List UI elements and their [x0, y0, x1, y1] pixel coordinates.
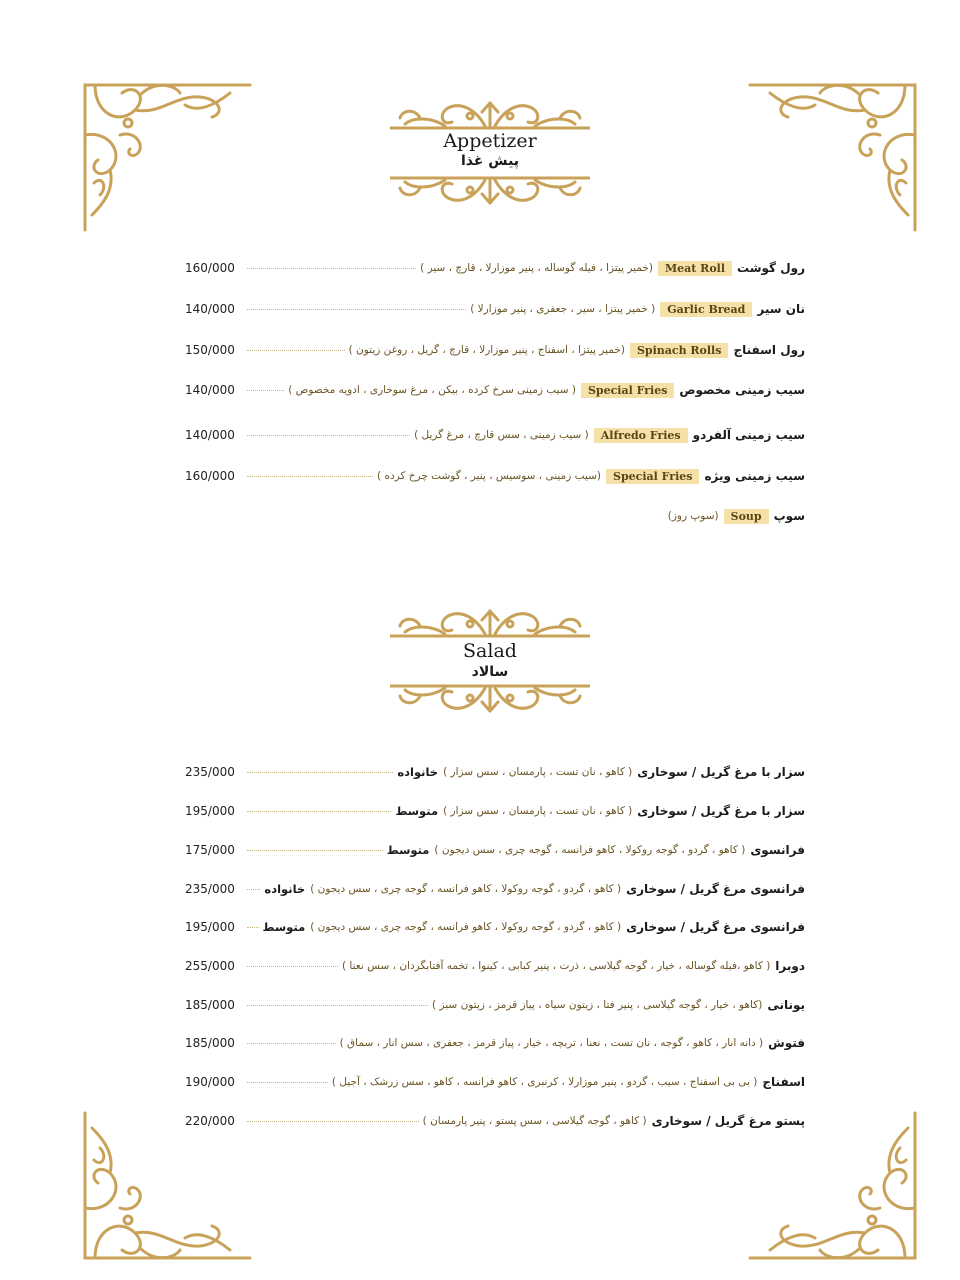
salad-header — [390, 606, 590, 716]
item-description: ( خمیر پیتزا ، سیر ، جعفری ، پنیر موزارلا ) — [470, 303, 656, 315]
menu-row — [185, 298, 805, 320]
item-price: 140/000 — [185, 302, 235, 316]
item-content — [423, 1114, 805, 1128]
appetizer-header — [390, 98, 590, 208]
menu-row — [185, 839, 805, 861]
item-english-tag: Special Fries — [581, 383, 674, 398]
menu-row — [185, 878, 805, 900]
dotted-leader — [247, 435, 410, 436]
section-title-fa: سالاد — [471, 664, 509, 680]
menu-row — [185, 465, 805, 487]
item-description: (سیب زمینی ، سوسیس ، پنیر ، گوشت چرخ کرده ) — [377, 470, 602, 482]
item-name: سیب زمینی ویژه — [704, 469, 805, 483]
item-name: سزار با مرغ گریل / سوخاری — [637, 765, 805, 779]
item-description: ( دانه انار ، کاهو ، گوجه ، نان تست ، نعنا ، تربچه ، خیار ، پیاز قرمز ، جعفری ، سس انار ، سماق ) — [339, 1037, 764, 1049]
menu-row — [185, 1071, 805, 1093]
item-description: (سوپ روز) — [667, 510, 719, 522]
item-english-tag: Spinach Rolls — [630, 343, 729, 358]
dotted-leader — [247, 889, 260, 890]
item-name: رول اسفناج — [733, 343, 805, 357]
item-description: ( سیب زمینی ، سس قارچ ، مرغ گریل ) — [414, 429, 589, 441]
section-title-en: Appetizer — [443, 130, 537, 152]
menu-row — [185, 379, 805, 401]
corner-ornament-top-right — [745, 75, 920, 235]
item-content — [668, 509, 805, 524]
item-content — [420, 261, 805, 276]
corner-ornament-bottom-left — [80, 1108, 255, 1268]
item-name: سیب زمینی مخصوص — [679, 383, 805, 397]
menu-row — [185, 955, 805, 977]
dotted-leader — [247, 268, 416, 269]
item-price: 140/000 — [185, 428, 235, 442]
item-content — [377, 469, 805, 484]
dotted-leader — [247, 811, 391, 812]
item-size: متوسط — [386, 843, 430, 857]
dotted-leader — [247, 1005, 428, 1006]
item-description: ( کاهو ، گوجه گیلاسی ، سس پستو ، پنیر پارمسان ) — [422, 1115, 647, 1127]
dotted-leader — [247, 309, 466, 310]
item-price: 175/000 — [185, 843, 235, 857]
dotted-leader — [247, 772, 393, 773]
menu-row — [185, 994, 805, 1016]
item-name: فرانسوی مرغ گریل / سوخاری — [626, 920, 805, 934]
item-name: دوبرا — [775, 959, 805, 973]
item-price: 160/000 — [185, 469, 235, 483]
item-price: 195/000 — [185, 804, 235, 818]
item-english-tag: Garlic Bread — [660, 302, 752, 317]
menu-row — [185, 424, 805, 446]
menu-row — [185, 916, 805, 938]
menu-row — [185, 800, 805, 822]
item-name: یونانی — [767, 998, 805, 1012]
item-size: متوسط — [262, 920, 306, 934]
item-size: خانواده — [264, 882, 306, 896]
item-price: 235/000 — [185, 765, 235, 779]
header-ornament-icon — [390, 98, 590, 132]
item-content — [264, 882, 805, 896]
section-title-en: Salad — [463, 640, 517, 662]
item-content — [395, 804, 805, 818]
item-name: سیب زمینی آلفردو — [692, 428, 805, 442]
item-description: ( بی بی اسفناج ، سیب ، گردو ، پنیر موزارلا ، کرنبری ، کاهو فرانسه ، کاهو ، سس زرشک ، آجیل ) — [331, 1076, 758, 1088]
item-description: ( کاهو ، گردو ، گوجه روکولا ، کاهو فرانسه ، گوجه چری ، سس دیجون ) — [434, 844, 746, 856]
item-price: 190/000 — [185, 1075, 235, 1089]
section-title-fa: پیش غذا — [460, 153, 520, 169]
item-name: سوپ — [773, 509, 805, 523]
item-name: پستو مرغ گریل / سوخاری — [651, 1114, 805, 1128]
item-size: متوسط — [395, 804, 439, 818]
item-name: سزار با مرغ گریل / سوخاری — [637, 804, 805, 818]
dotted-leader — [247, 850, 383, 851]
item-english-tag: Special Fries — [606, 469, 699, 484]
dotted-leader — [247, 927, 259, 928]
item-price: 255/000 — [185, 959, 235, 973]
item-price: 185/000 — [185, 998, 235, 1012]
menu-row — [185, 1110, 805, 1132]
item-content — [340, 1036, 805, 1050]
item-content — [288, 383, 805, 398]
dotted-leader — [247, 350, 345, 351]
dotted-leader — [247, 476, 373, 477]
dotted-leader — [247, 1121, 419, 1122]
menu-row — [185, 505, 805, 527]
item-description: ( کاهو ، گردو ، گوجه روکولا ، کاهو فرانسه ، گوجه چری ، سس دیجون ) — [310, 883, 622, 895]
item-price: 140/000 — [185, 383, 235, 397]
item-content — [470, 302, 805, 317]
header-ornament-icon — [390, 682, 590, 716]
item-content — [349, 343, 805, 358]
item-description: (خمیر پیتزا ، فیله گوساله ، پنیر موزارلا ، قارچ ، سیر ) — [420, 262, 653, 274]
header-ornament-icon — [390, 174, 590, 208]
item-description: (خمیر پیتزا ، اسفناج ، پنیر موزارلا ، قارچ ، گریل ، روغن زیتون ) — [348, 344, 625, 356]
item-name: فتوش — [768, 1036, 805, 1050]
corner-ornament-top-left — [80, 75, 255, 235]
item-content — [263, 920, 805, 934]
item-content — [397, 765, 805, 779]
item-size: خانواده — [397, 765, 439, 779]
dotted-leader — [247, 1043, 336, 1044]
item-description: ( سیب زمینی سرخ کرده ، بیکن ، مرغ سوخاری ، ادویه مخصوص ) — [288, 384, 576, 396]
item-english-tag: Meat Roll — [658, 261, 732, 276]
item-english-tag: Soup — [724, 509, 769, 524]
menu-row — [185, 339, 805, 361]
item-description: ( کاهو ،فیله گوساله ، خیار ، گوجه گیلاسی ، ذرت ، پنیر کبابی ، کینوا ، تخمه آفتابگردان ، سس نعنا ) — [341, 960, 771, 972]
corner-ornament-bottom-right — [745, 1108, 920, 1268]
item-price: 195/000 — [185, 920, 235, 934]
dotted-leader — [247, 1082, 328, 1083]
menu-row — [185, 1032, 805, 1054]
item-content — [332, 1075, 805, 1089]
item-description: ( کاهو ، نان تست ، پارمسان ، سس سزار ) — [443, 805, 633, 817]
item-price: 235/000 — [185, 882, 235, 896]
dotted-leader — [247, 966, 338, 967]
dotted-leader — [247, 390, 284, 391]
item-name: رول گوشت — [737, 261, 805, 275]
item-price: 220/000 — [185, 1114, 235, 1128]
header-ornament-icon — [390, 606, 590, 640]
item-name: اسفناج — [762, 1075, 805, 1089]
item-content — [414, 428, 805, 443]
item-price: 150/000 — [185, 343, 235, 357]
menu-row — [185, 761, 805, 783]
item-description: (کاهو ، خیار ، گوجه گیلاسی ، پنیر فتا ، زیتون سیاه ، پیاز قرمز ، زیتون سبز ) — [432, 999, 763, 1011]
item-description: ( کاهو ، گردو ، گوجه روکولا ، کاهو فرانسه ، گوجه چری ، سس دیجون ) — [310, 921, 622, 933]
item-description: ( کاهو ، نان تست ، پارمسان ، سس سزار ) — [443, 766, 633, 778]
item-content — [432, 998, 805, 1012]
item-name: فرانسوی مرغ گریل / سوخاری — [626, 882, 805, 896]
item-price: 185/000 — [185, 1036, 235, 1050]
item-english-tag: Alfredo Fries — [594, 428, 688, 443]
item-content — [342, 959, 805, 973]
item-name: فرانسوی — [750, 843, 805, 857]
item-content — [387, 843, 805, 857]
item-price: 160/000 — [185, 261, 235, 275]
menu-row — [185, 257, 805, 279]
item-name: نان سیر — [757, 302, 805, 316]
